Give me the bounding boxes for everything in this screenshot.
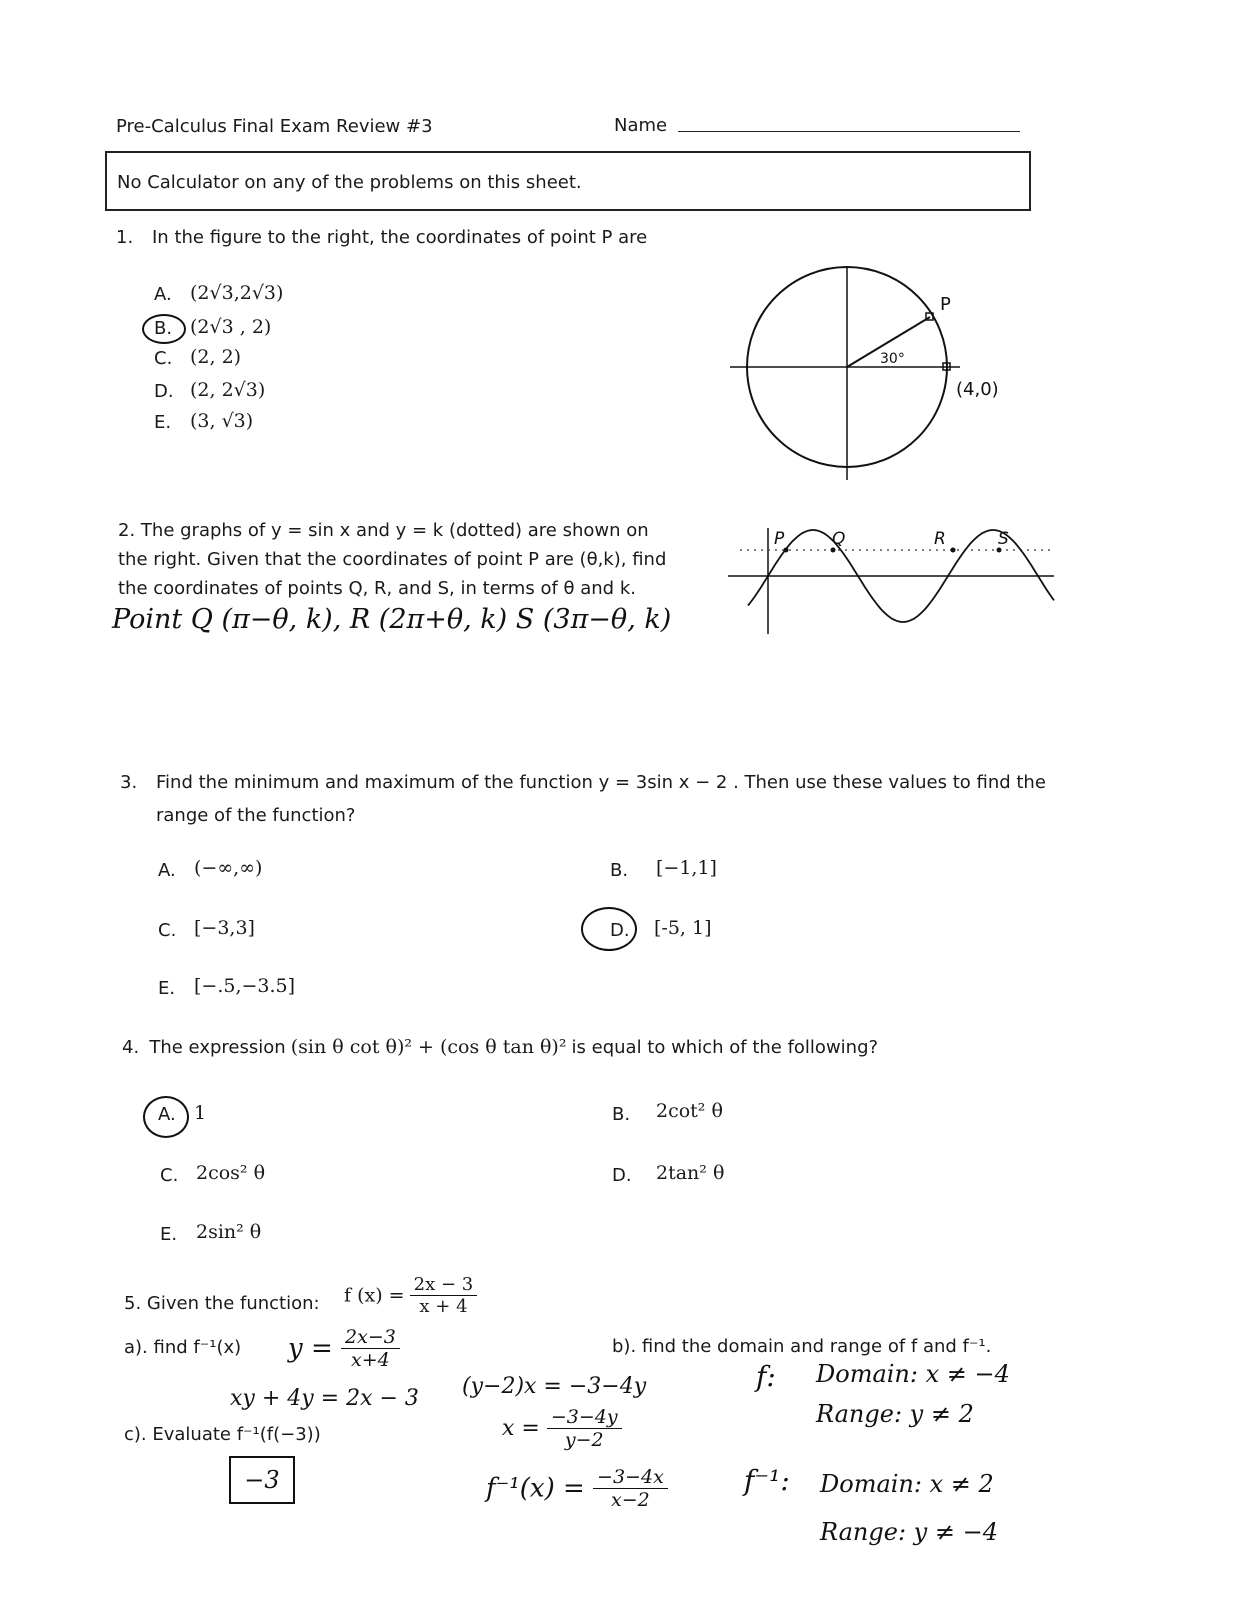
q4-choice-d-text: 2tan² θ [656, 1162, 725, 1184]
q1-prompt: In the figure to the right, the coordinates of point P are [152, 227, 648, 248]
name-label: Name [614, 115, 668, 136]
q3-choice-e-letter: E. [158, 978, 176, 999]
hw-a-final: f⁻¹(x) = $\frac{-3-4x}{x-2}$ [486, 1466, 668, 1511]
q3-choice-b-text: [−1,1] [656, 857, 717, 879]
q1-choice-a-letter: A. [154, 284, 172, 305]
hw-f-label: f: [756, 1360, 776, 1393]
q2-handwritten-answer: Point Q (π−θ, k), R (2π+θ, k) S (3π−θ, k) [112, 604, 672, 635]
q1-choice-b-letter: B. [154, 318, 173, 339]
hw-f-range: Range: y ≠ 2 [816, 1400, 974, 1428]
q1-choice-b-text: (2√3 , 2) [190, 316, 272, 338]
name-line [678, 131, 1020, 132]
hw-finv-label: f⁻¹: [744, 1464, 790, 1497]
q5-given: 5. Given the function: [124, 1293, 320, 1314]
q4-choice-a-text: 1 [194, 1102, 207, 1124]
q4-choice-e-text: 2sin² θ [196, 1221, 262, 1243]
axis-point-label: (4,0) [956, 379, 999, 400]
hw-finv-range: Range: y ≠ −4 [820, 1518, 998, 1546]
q3-choice-e-text: [−.5,−3.5] [194, 975, 296, 997]
hw-c-answer-box: −3 [229, 1456, 295, 1504]
page-title: Pre-Calculus Final Exam Review #3 [116, 116, 433, 137]
q1-number: 1. [116, 227, 134, 248]
q3-choice-c-letter: C. [158, 920, 177, 941]
q2-line1: 2. The graphs of y = sin x and y = k (dotted) are shown on [118, 520, 649, 541]
q3-line2: range of the function? [156, 805, 356, 826]
hw-a-start: y = $\frac{2x-3}{x+4}$ [288, 1326, 400, 1371]
q3-choice-a-text: (−∞,∞) [194, 857, 263, 879]
q4-choice-b-text: 2cot² θ [656, 1100, 723, 1122]
q4-prompt: 4. The expression (sin θ cot θ)² + (cos θ tan θ)² is equal to which of the following? [122, 1036, 879, 1058]
q1-choice-c-letter: C. [154, 348, 173, 369]
hw-a-step3: x = $\frac{-3-4y}{y-2}$ [502, 1406, 622, 1451]
q3-choice-c-text: [−3,3] [194, 917, 255, 939]
q4-expression: (sin θ cot θ)² + (cos θ tan θ)² [290, 1036, 567, 1058]
q1-choice-a-text: (2√3,2√3) [190, 282, 284, 304]
q3-choice-d-text: [-5, 1] [654, 917, 712, 939]
q3-choice-d-letter: D. [610, 920, 630, 941]
hw-f-domain: Domain: x ≠ −4 [816, 1360, 1010, 1388]
graph-label-r: R [934, 529, 946, 549]
q5-part-a: a). find f⁻¹(x) [124, 1337, 242, 1358]
q1-choice-d-text: (2, 2√3) [190, 379, 266, 401]
q3-line1: Find the minimum and maximum of the function y = 3sin x − 2 . Then use these values to find the [156, 772, 1046, 793]
instruction-box [105, 151, 1031, 211]
q3-number: 3. [120, 772, 138, 793]
hw-finv-domain: Domain: x ≠ 2 [820, 1470, 994, 1498]
q3-choice-a-letter: A. [158, 860, 176, 881]
q4-choice-c-text: 2cos² θ [196, 1162, 266, 1184]
q1-choice-d-letter: D. [154, 381, 174, 402]
q5-part-b: b). find the domain and range of f and f⁻¹. [612, 1336, 992, 1357]
q2-sine-graph [728, 520, 1058, 640]
q1-circle-figure [720, 260, 1020, 490]
q2-line2: the right. Given that the coordinates of point P are (θ,k), find [118, 549, 667, 570]
angle-label: 30° [880, 351, 905, 367]
graph-label-p: P [774, 529, 785, 549]
graph-label-q: Q [832, 529, 846, 549]
q4-choice-a-letter: A. [158, 1104, 176, 1125]
q4-choice-e-letter: E. [160, 1224, 178, 1245]
q1-answer-circle [142, 314, 186, 344]
q4-choice-b-letter: B. [612, 1104, 631, 1125]
hw-a-step1: xy + 4y = 2x − 3 [230, 1386, 419, 1411]
graph-label-s: S [998, 529, 1009, 549]
q5-part-c: c). Evaluate f⁻¹(f(−3)) [124, 1424, 321, 1445]
q3-choice-b-letter: B. [610, 860, 629, 881]
q1-choice-e-text: (3, √3) [190, 410, 254, 432]
q4-choice-c-letter: C. [160, 1165, 179, 1186]
q2-line3: the coordinates of points Q, R, and S, in terms of θ and k. [118, 578, 636, 599]
q5-function-def: f (x) = $\frac{2x - 3}{x + 4}$ [344, 1274, 477, 1317]
instruction-text: No Calculator on any of the problems on this sheet. [117, 172, 582, 193]
hw-a-step2: (y−2)x = −3−4y [462, 1374, 647, 1399]
point-p-label: P [940, 294, 951, 315]
q1-choice-c-text: (2, 2) [190, 346, 242, 368]
point-r-dot [951, 548, 956, 553]
q4-choice-d-letter: D. [612, 1165, 632, 1186]
q1-choice-e-letter: E. [154, 412, 172, 433]
